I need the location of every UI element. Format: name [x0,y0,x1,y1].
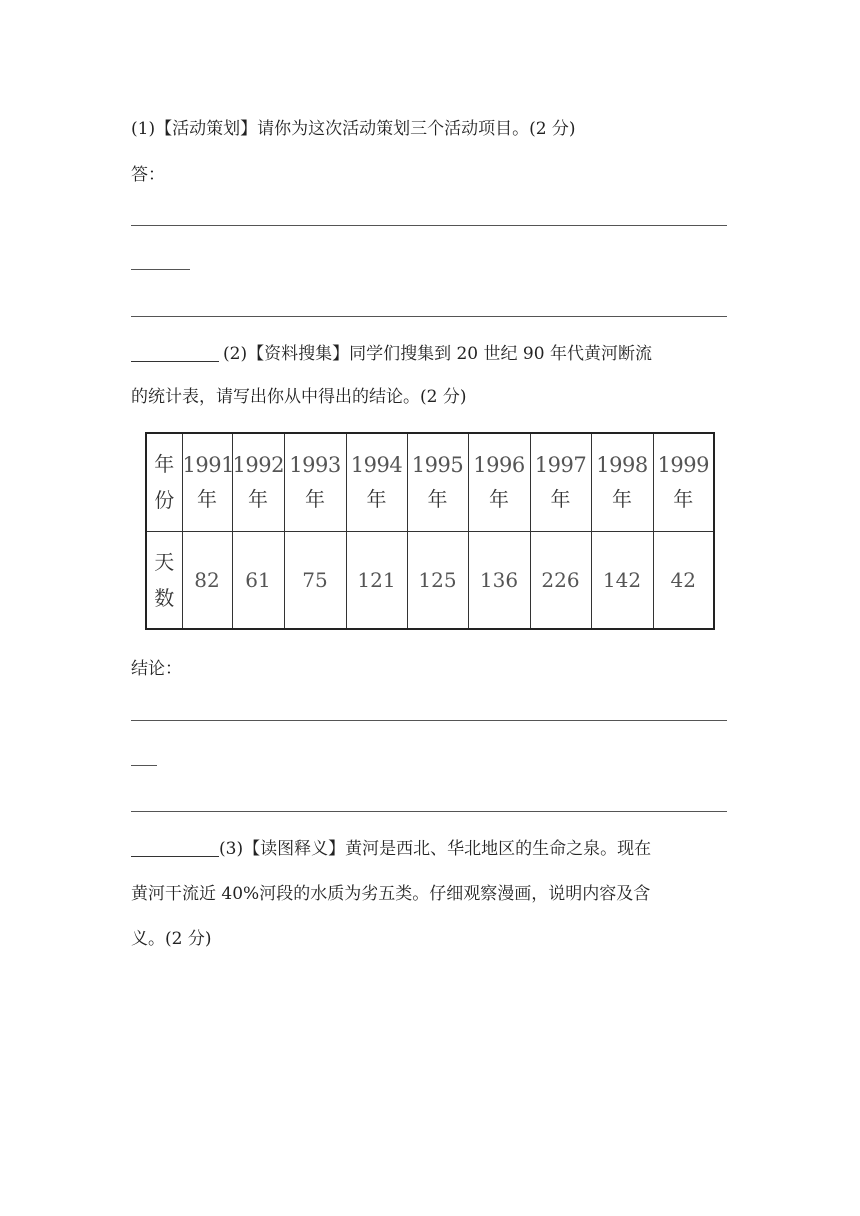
year-cell: 1999 年 [653,433,714,531]
q2-prompt-text: (2)【资料搜集】同学们搜集到 20 世纪 90 年代黄河断流 [223,344,652,364]
days-cell: 226 [530,531,591,629]
q1-answer-label: 答： [131,165,165,185]
days-header-cell: 天 数 [146,531,182,629]
year-header-cell: 年 份 [146,433,182,531]
answer-line[interactable] [131,269,190,270]
year-cell: 1993 年 [284,433,346,531]
q2-prompt-line1 [131,343,727,365]
days-cell: 42 [653,531,714,629]
year-cell: 1991 年 [182,433,232,531]
q2-prompt-line2: 的统计表，请写出你从中得出的结论。(2 分) [131,387,467,407]
year-cell: 1992 年 [232,433,284,531]
table-row-years [146,433,714,531]
year-cell: 1996 年 [468,433,530,531]
days-cell: 61 [232,531,284,629]
yellow-river-dry-days-table [145,432,715,630]
days-cell: 142 [591,531,653,629]
q3-prompt-line2: 黄河干流近 40%河段的水质为劣五类。仔细观察漫画，说明内容及含 [131,884,651,904]
days-cell: 121 [346,531,407,629]
q3-prompt-text: (3)【读图释义】黄河是西北、华北地区的生命之泉。现在 [219,839,652,859]
table-row-days [146,531,714,629]
answer-line[interactable] [131,811,727,812]
q3-prompt-line1 [131,838,727,860]
days-cell: 125 [407,531,468,629]
days-cell: 136 [468,531,530,629]
year-cell: 1997 年 [530,433,591,531]
answer-blank[interactable] [131,838,219,857]
answer-line[interactable] [131,720,727,721]
answer-line[interactable] [131,225,727,226]
q1-prompt: (1)【活动策划】请你为这次活动策划三个活动项目。(2 分) [131,119,576,139]
answer-blank[interactable] [131,343,219,362]
year-cell: 1994 年 [346,433,407,531]
year-cell: 1995 年 [407,433,468,531]
answer-line[interactable] [131,316,727,317]
q2-conclusion-label: 结论： [131,659,182,679]
days-cell: 75 [284,531,346,629]
days-cell: 82 [182,531,232,629]
answer-line[interactable] [131,765,157,766]
year-cell: 1998 年 [591,433,653,531]
q3-prompt-line3: 义。(2 分) [131,929,212,949]
